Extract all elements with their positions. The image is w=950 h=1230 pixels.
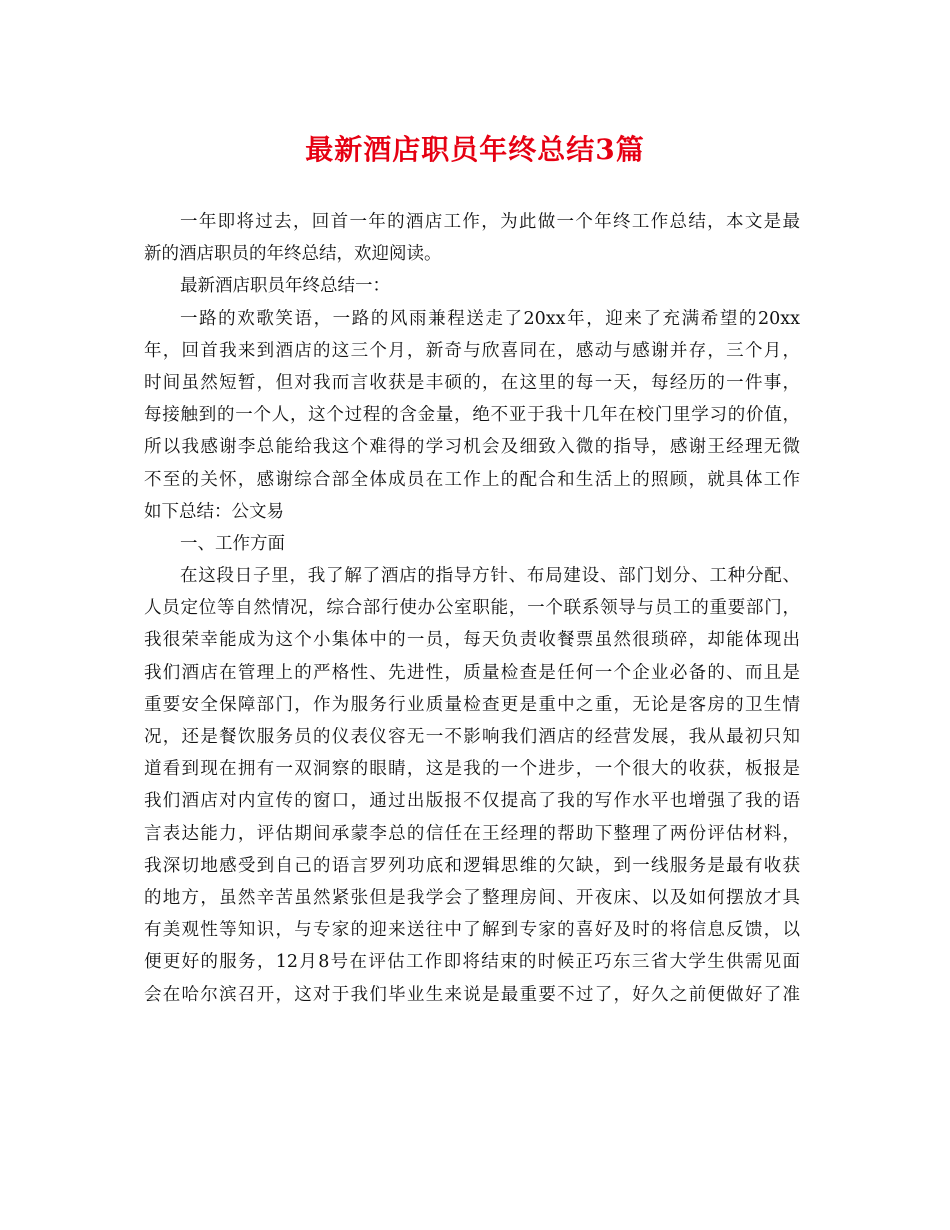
paragraph-line: 时间虽然短暂，但对我而言收获是丰硕的，在这里的每一天，每经历的一件事， (144, 372, 800, 393)
paragraph-line: 一路的欢歌笑语，一路的风雨兼程送走了20xx年，迎来了充满希望的20xx (180, 308, 800, 329)
paragraph-line: 有美观性等知识，与专家的迎来送往中了解到专家的喜好及时的将信息反馈，以 (144, 920, 800, 941)
paragraph-line: 的地方，虽然辛苦虽然紧张但是我学会了整理房间、开夜床、以及如何摆放才具 (144, 887, 800, 908)
paragraph-line: 新的酒店职员的年终总结，欢迎阅读。 (144, 244, 442, 265)
paragraph-line: 况，还是餐饮服务员的仪表仪容无一不影响我们酒店的经营发展，我从最初只知 (144, 727, 800, 747)
document-body (144, 206, 800, 1011)
paragraph-line: 便更好的服务，12月8号在评估工作即将结束的时候正巧东三省大学生供需见面 (144, 952, 800, 973)
paragraph-line: 我们酒店对内宣传的窗口，通过出版报不仅提高了我的写作水平也增强了我的语 (144, 791, 800, 812)
paragraph-line: 会在哈尔滨召开，这对于我们毕业生来说是最重要不过了，好久之前便做好了准 (144, 984, 800, 1005)
paragraph-line: 一、工作方面 (180, 533, 285, 554)
paragraph-line: 我很荣幸能成为这个小集体中的一员，每天负责收餐票虽然很琐碎，却能体现出 (144, 630, 800, 651)
paragraph-line: 道看到现在拥有一双洞察的眼睛，这是我的一个进步，一个很大的收获，板报是 (144, 759, 800, 780)
paragraph-line: 年，回首我来到酒店的这三个月，新奇与欣喜同在，感动与感谢并存，三个月， (144, 340, 800, 361)
paragraph-line: 不至的关怀，感谢综合部全体成员在工作上的配合和生活上的照顾，就具体工作 (144, 469, 800, 490)
paragraph-line: 最新酒店职员年终总结一： (180, 276, 390, 297)
paragraph-line: 我深切地感受到自己的语言罗列功底和逻辑思维的欠缺，到一线服务是最有收获 (144, 855, 800, 876)
paragraph-line: 所以我感谢李总能给我这个难得的学习机会及细致入微的指导，感谢王经理无微 (144, 437, 800, 458)
document-title: 最新酒店职员年终总结3篇 (305, 133, 645, 166)
paragraph-line: 在这段日子里，我了解了酒店的指导方针、布局建设、部门划分、工种分配、 (180, 566, 800, 587)
paragraph-line: 言表达能力，评估期间承蒙李总的信任在王经理的帮助下整理了两份评估材料， (144, 823, 800, 844)
paragraph-line: 如下总结：公文易 (144, 501, 284, 522)
paragraph-line: 我们酒店在管理上的严格性、先进性，质量检查是任何一个企业必备的、而且是 (144, 662, 800, 683)
paragraph-line: 重要安全保障部门，作为服务行业质量检查更是重中之重，无论是客房的卫生情 (144, 694, 800, 715)
paragraph-line: 每接触到的一个人，这个过程的含金量，绝不亚于我十几年在校门里学习的价值， (144, 405, 800, 426)
paragraph-line: 一年即将过去，回首一年的酒店工作，为此做一个年终工作总结，本文是最 (180, 212, 800, 232)
paragraph-line: 人员定位等自然情况，综合部行使办公室职能，一个联系领导与员工的重要部门， (144, 598, 800, 619)
